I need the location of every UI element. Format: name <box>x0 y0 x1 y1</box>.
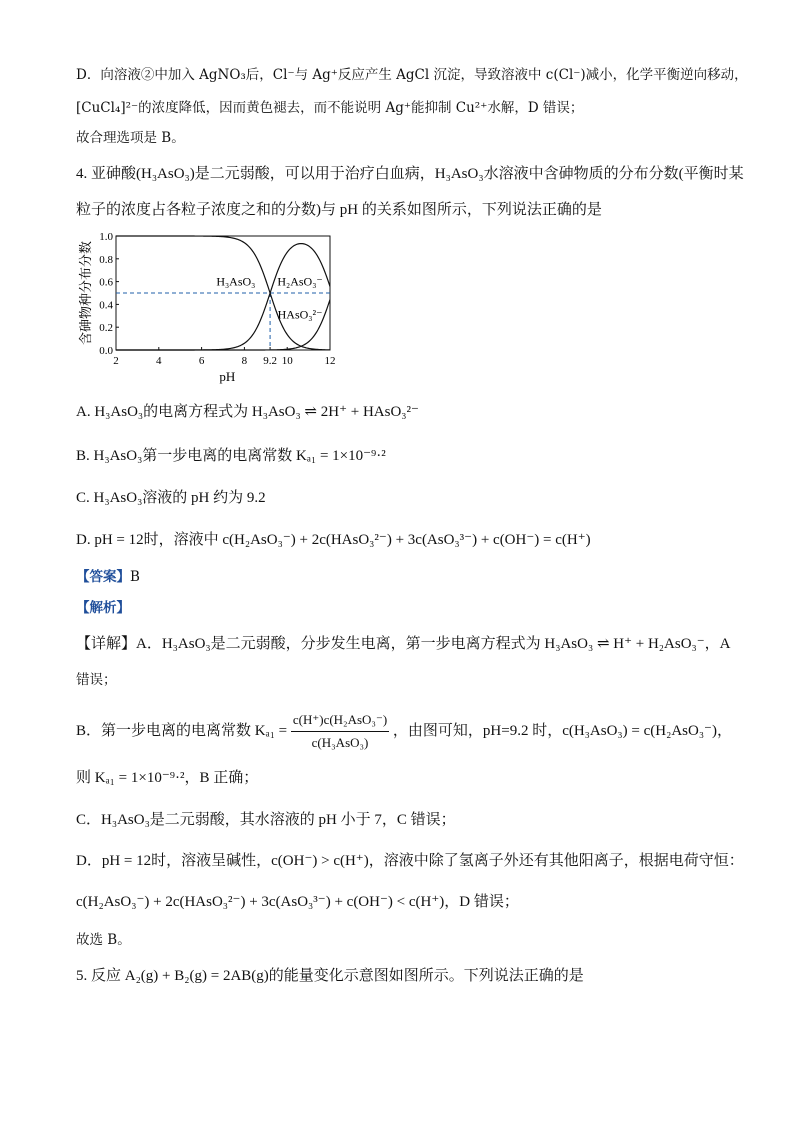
series-label: H₂AsO₃⁻ <box>277 274 323 289</box>
x-tick-label: 12 <box>324 355 336 367</box>
y-tick-label: 0.4 <box>99 299 113 312</box>
y-axis-label: 含砷物种分布分数 <box>78 240 93 346</box>
x-tick-label: 4 <box>156 355 162 367</box>
detail-b-1 <box>76 710 732 753</box>
option-d: D. pH = 12时，溶液中 c(H₂AsO₃⁻) + 2c(HAsO₃²⁻) + 3c(AsO₃³⁻) + c(OH⁻) = c(H⁺) <box>76 532 591 548</box>
detail-a-1 <box>76 633 731 654</box>
x-tick-label: 2 <box>113 355 119 367</box>
detail-b-2: 则 Kₐ₁ = 1×10⁻⁹·²，B 正确； <box>76 770 259 786</box>
series-label: HAsO₃²⁻ <box>277 307 323 322</box>
y-tick-label: 0.2 <box>99 322 113 335</box>
answer-value: B <box>130 569 140 585</box>
line-d-previous-1: D．向溶液②中加入 AgNO₃后，Cl⁻与 Ag⁺反应产生 AgCl 沉淀，导致溶液中 c(Cl⁻)减小，化学平衡逆向移动， <box>76 67 748 83</box>
question-4-stem-1: 4. 亚砷酸(H₃AsO₃)是二元弱酸，可以用于治疗白血病，H₃AsO₃水溶液中含砷物质的分布分数(平衡时某 <box>76 166 744 182</box>
detail-conclusion: 故选 B。 <box>76 932 131 948</box>
x-tick-label: 9.2 <box>263 355 277 367</box>
detail-b-suffix: ，由图可知，pH=9.2 时，c(H₃AsO₃) = c(H₂AsO₃⁻)， <box>392 722 732 739</box>
detail-label: 【详解】 <box>76 634 137 652</box>
x-tick-label: 8 <box>241 355 248 367</box>
series-line <box>116 244 330 350</box>
x-axis-label: pH <box>219 369 236 384</box>
detail-d-1: D．pH = 12时，溶液呈碱性，c(OH⁻) > c(H⁺)，溶液中除了氢离子外还有其他阳离子，根据电荷守恒： <box>76 853 744 869</box>
detail-b-prefix: B．第一步电离的电离常数 Kₐ₁ = <box>76 722 288 739</box>
y-tick-label: 0.8 <box>99 253 113 266</box>
option-c: C. H₃AsO₃溶液的 pH 约为 9.2 <box>76 490 266 506</box>
detail-a-text: A．H₃AsO₃是二元弱酸，分步发生电离，第一步电离方程式为 H₃AsO₃ ⇌ H⁺ + H₂AsO₃⁻，A <box>136 636 731 652</box>
answer-line <box>76 567 140 587</box>
analysis-line <box>76 598 130 618</box>
question-4-stem-2: 粒子的浓度占各粒子浓度之和的分数)与 pH 的关系如图所示，下列说法正确的是 <box>76 202 602 218</box>
series-label: H₃AsO₃ <box>216 274 256 289</box>
question-5-stem: 5. 反应 A₂(g) + B₂(g) = 2AB(g)的能量变化示意图如图所示。下列说法正确的是 <box>76 968 584 984</box>
ka1-denominator: c(H₃AsO₃) <box>311 735 369 750</box>
detail-c: C．H₃AsO₃是二元弱酸，其水溶液的 pH 小于 7，C 错误； <box>76 812 456 828</box>
detail-d-2: c(H₂AsO₃⁻) + 2c(HAsO₃²⁻) + 3c(AsO₃³⁻) + c(OH⁻) < c(H⁺)，D 错误； <box>76 894 519 910</box>
analysis-label: 【解析】 <box>76 600 130 616</box>
distribution-chart <box>70 226 350 386</box>
option-b: B. H₃AsO₃第一步电离的电离常数 Kₐ₁ = 1×10⁻⁹·² <box>76 448 386 464</box>
previous-conclusion: 故合理选项是 B。 <box>76 130 185 146</box>
option-a: A. H₃AsO₃的电离方程式为 H₃AsO₃ ⇌ 2H⁺ + HAsO₃²⁻ <box>76 404 419 420</box>
ka1-fraction <box>291 710 389 753</box>
x-tick-label: 6 <box>198 355 205 367</box>
answer-label: 【答案】 <box>76 569 130 585</box>
detail-a-2: 错误； <box>76 672 117 688</box>
line-d-previous-2: [CuCl₄]²⁻的浓度降低，因而黄色褪去，而不能说明 Ag⁺能抑制 Cu²⁺水解，D 错误； <box>76 100 584 116</box>
y-tick-label: 0.0 <box>99 345 113 357</box>
y-tick-label: 0.6 <box>99 276 113 289</box>
ka1-numerator: c(H⁺)c(H₂AsO₃⁻) <box>291 710 389 732</box>
x-tick-label: 10 <box>281 355 293 367</box>
y-tick-label: 1.0 <box>99 231 113 243</box>
